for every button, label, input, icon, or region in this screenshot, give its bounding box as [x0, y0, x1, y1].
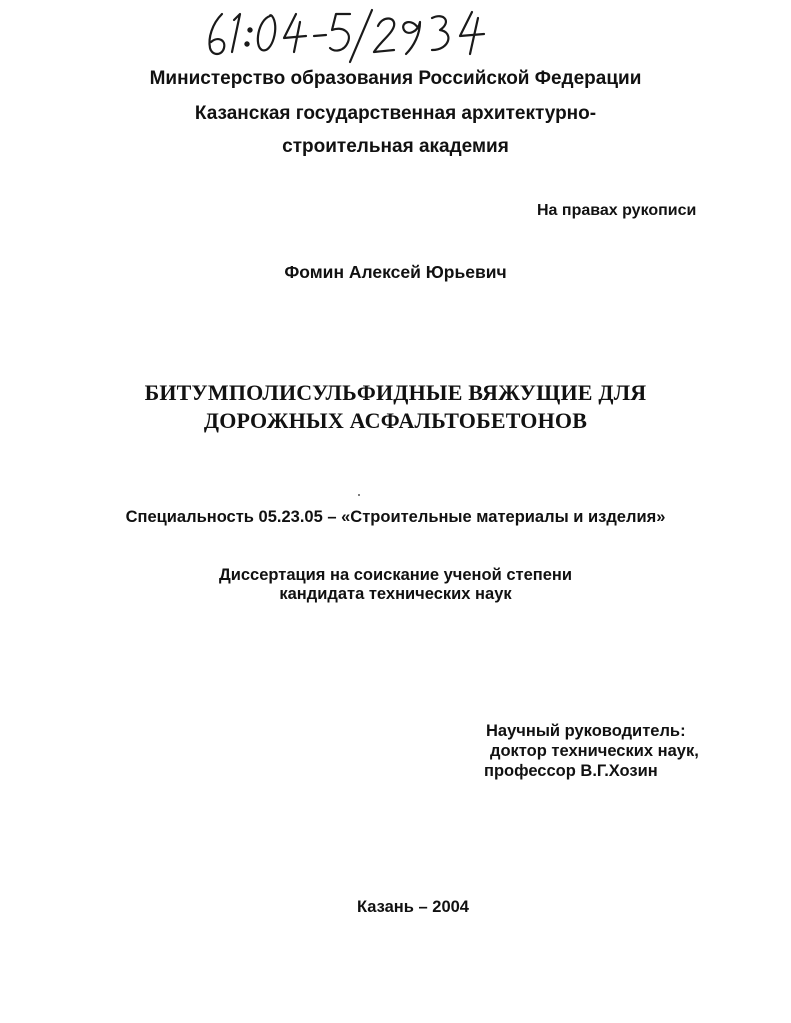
place-year: Казань – 2004 — [357, 898, 469, 916]
supervisor-label: Научный руководитель: — [486, 722, 686, 740]
scan-speck — [358, 494, 360, 496]
handwritten-archive-number — [200, 6, 500, 66]
dissertation-title-line2: ДОРОЖНЫХ АСФАЛЬТОБЕТОНОВ — [203, 408, 588, 433]
manuscript-note: На правах рукописи — [537, 202, 697, 219]
supervisor-degree: доктор технических наук, — [490, 742, 699, 760]
ministry-name: Министерство образования Российской Федерации — [149, 68, 642, 89]
supervisor-name: профессор В.Г.Хозин — [484, 762, 658, 780]
academy-name-line2: строительная академия — [282, 136, 509, 157]
degree-line2: кандидата технических наук — [279, 585, 512, 603]
handwritten-archive-number-drawing — [200, 6, 500, 66]
author-name: Фомин Алексей Юрьевич — [284, 262, 507, 282]
degree-line1: Диссертация на соискание ученой степени — [218, 566, 573, 584]
dissertation-title-line1: БИТУМПОЛИСУЛЬФИДНЫЕ ВЯЖУЩИЕ ДЛЯ — [144, 380, 647, 405]
specialty: Специальность 05.23.05 – «Строительные материалы и изделия» — [125, 508, 666, 526]
academy-name-line1: Казанская государственная архитектурно- — [194, 103, 597, 124]
